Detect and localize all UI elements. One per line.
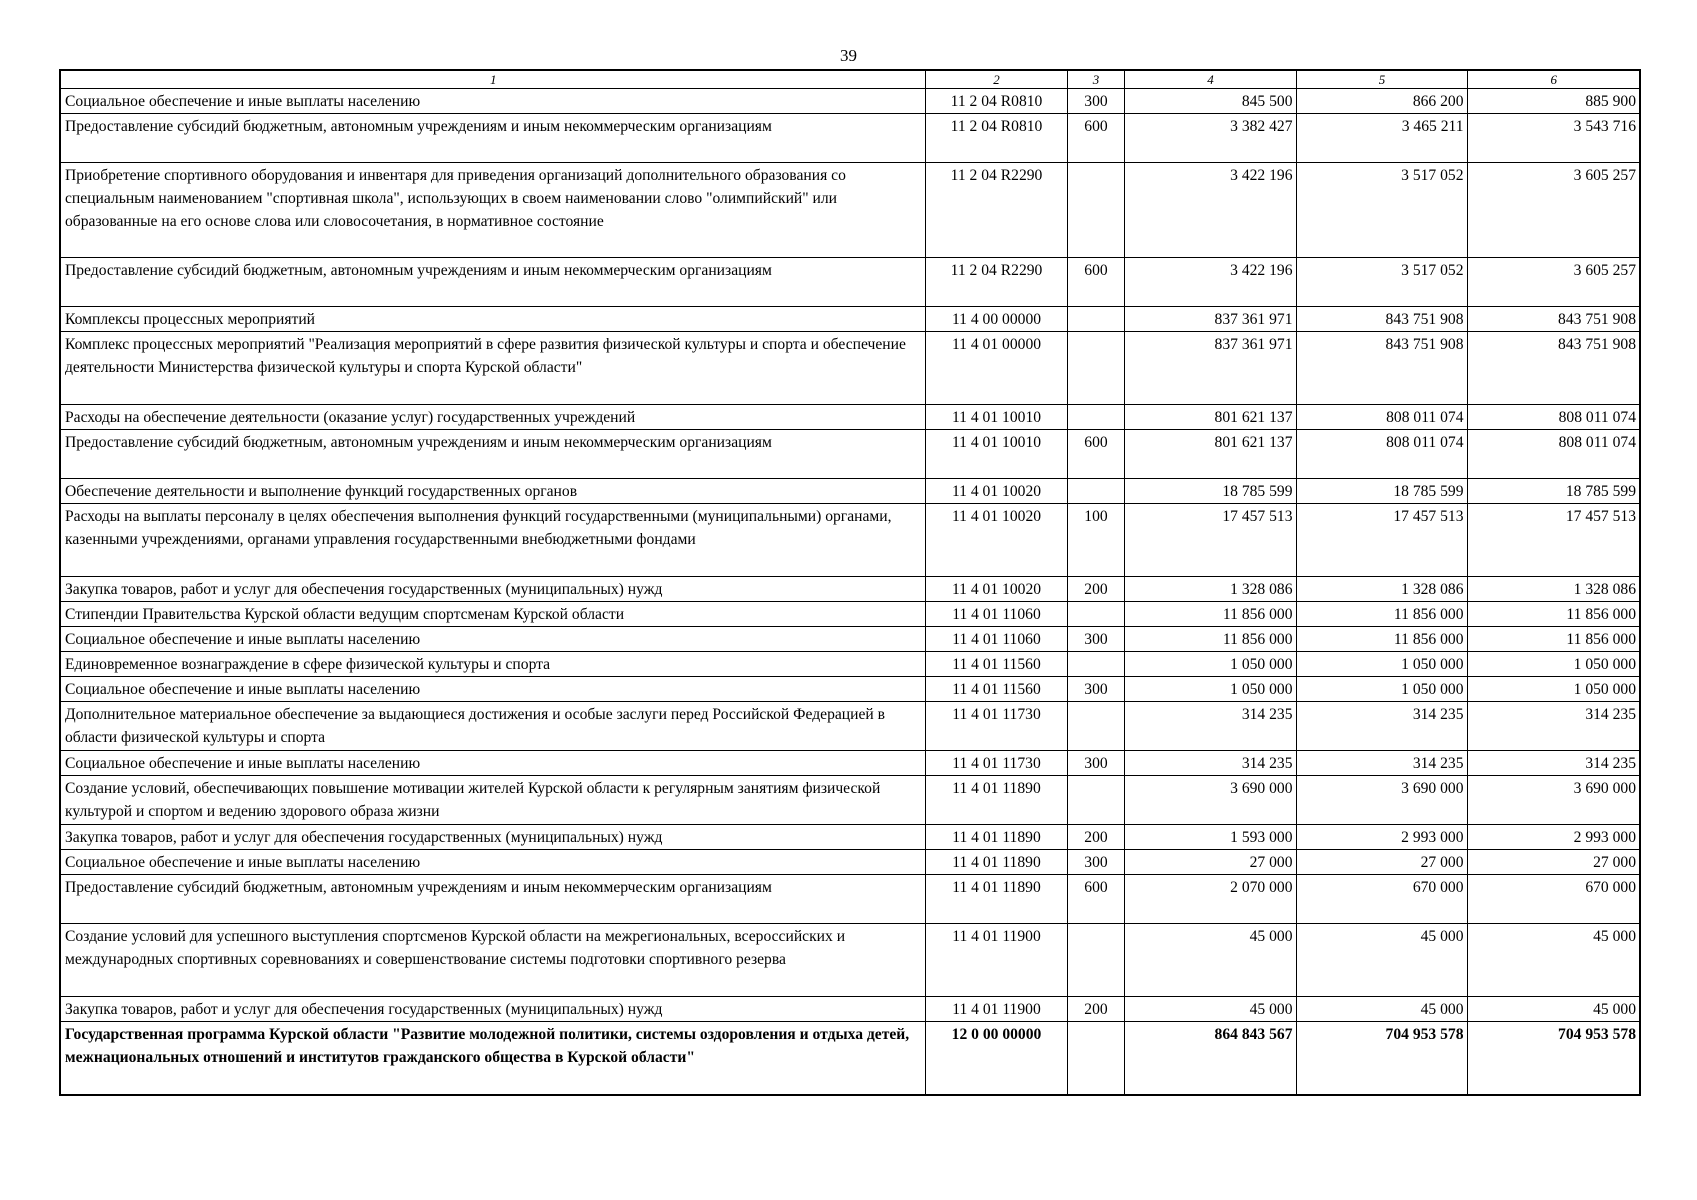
amount-year-2: 704 953 578 (1296, 1022, 1467, 1095)
amount-year-1: 1 050 000 (1124, 677, 1296, 702)
amount-year-2: 1 050 000 (1296, 652, 1467, 677)
amount-year-2: 314 235 (1296, 702, 1467, 751)
amount-year-1: 845 500 (1124, 89, 1296, 114)
amount-year-1: 1 328 086 (1124, 577, 1296, 602)
item-name: Приобретение спортивного оборудования и инвентаря для приведения организаций дополнительного образования со специальным наименованием "спортивная школа", использующих в своем наименовании слово "олимпийский" или образованные на его основе слова или словосочетания, в нормативное состояние (60, 163, 925, 258)
amount-year-2: 314 235 (1296, 751, 1467, 776)
column-header: 3 (1067, 70, 1124, 89)
amount-year-3: 704 953 578 (1467, 1022, 1640, 1095)
amount-year-2: 843 751 908 (1296, 332, 1467, 405)
target-article-code: 11 4 01 10020 (925, 504, 1067, 577)
amount-year-2: 808 011 074 (1296, 405, 1467, 430)
amount-year-2: 45 000 (1296, 924, 1467, 997)
target-article-code: 11 4 01 10020 (925, 577, 1067, 602)
expense-type-code (1067, 307, 1124, 332)
table-row (60, 751, 1640, 776)
target-article-code: 11 4 01 11890 (925, 776, 1067, 825)
item-name: Социальное обеспечение и иные выплаты населению (60, 850, 925, 875)
target-article-code: 11 2 04 R2290 (925, 163, 1067, 258)
table-row (60, 924, 1640, 997)
expense-type-code (1067, 332, 1124, 405)
target-article-code: 11 4 01 11060 (925, 602, 1067, 627)
amount-year-3: 45 000 (1467, 924, 1640, 997)
target-article-code: 11 4 01 11560 (925, 677, 1067, 702)
item-name: Создание условий для успешного выступления спортсменов Курской области на межрегиональных, всероссийских и международных спортивных соревнованиях и совершенствование системы подготовки спортивного резерва (60, 924, 925, 997)
amount-year-1: 2 070 000 (1124, 875, 1296, 924)
item-name: Обеспечение деятельности и выполнение функций государственных органов (60, 479, 925, 504)
budget-table (59, 69, 1641, 1096)
target-article-code: 11 4 01 11560 (925, 652, 1067, 677)
target-article-code: 11 4 01 11730 (925, 702, 1067, 751)
amount-year-1: 314 235 (1124, 702, 1296, 751)
amount-year-2: 1 328 086 (1296, 577, 1467, 602)
table-row (60, 677, 1640, 702)
table-row (60, 652, 1640, 677)
item-name: Дополнительное материальное обеспечение за выдающиеся достижения и особые заслуги перед Российской Федерацией в области физической культуры и спорта (60, 702, 925, 751)
amount-year-1: 3 690 000 (1124, 776, 1296, 825)
item-name: Закупка товаров, работ и услуг для обеспечения государственных (муниципальных) нужд (60, 577, 925, 602)
amount-year-3: 18 785 599 (1467, 479, 1640, 504)
target-article-code: 11 4 01 10020 (925, 479, 1067, 504)
table-row (60, 307, 1640, 332)
item-name: Социальное обеспечение и иные выплаты населению (60, 627, 925, 652)
expense-type-code: 300 (1067, 627, 1124, 652)
table-row (60, 875, 1640, 924)
table-row (60, 702, 1640, 751)
item-name: Предоставление субсидий бюджетным, автономным учреждениям и иным некоммерческим организациям (60, 875, 925, 924)
amount-year-2: 670 000 (1296, 875, 1467, 924)
target-article-code: 11 4 01 00000 (925, 332, 1067, 405)
amount-year-2: 45 000 (1296, 997, 1467, 1022)
item-name: Закупка товаров, работ и услуг для обеспечения государственных (муниципальных) нужд (60, 997, 925, 1022)
amount-year-3: 11 856 000 (1467, 627, 1640, 652)
table-row (60, 1022, 1640, 1095)
expense-type-code: 200 (1067, 997, 1124, 1022)
table-row (60, 114, 1640, 163)
target-article-code: 11 2 04 R0810 (925, 114, 1067, 163)
amount-year-2: 1 050 000 (1296, 677, 1467, 702)
item-name: Предоставление субсидий бюджетным, автономным учреждениям и иным некоммерческим организациям (60, 258, 925, 307)
amount-year-1: 45 000 (1124, 924, 1296, 997)
item-name: Стипендии Правительства Курской области ведущим спортсменам Курской области (60, 602, 925, 627)
table-row (60, 825, 1640, 850)
item-name: Предоставление субсидий бюджетным, автономным учреждениям и иным некоммерческим организациям (60, 430, 925, 479)
item-name: Предоставление субсидий бюджетным, автономным учреждениям и иным некоммерческим организациям (60, 114, 925, 163)
amount-year-3: 1 050 000 (1467, 652, 1640, 677)
amount-year-1: 11 856 000 (1124, 627, 1296, 652)
expense-type-code: 600 (1067, 430, 1124, 479)
amount-year-2: 11 856 000 (1296, 627, 1467, 652)
expense-type-code (1067, 1022, 1124, 1095)
amount-year-3: 11 856 000 (1467, 602, 1640, 627)
expense-type-code: 300 (1067, 89, 1124, 114)
expense-type-code: 200 (1067, 825, 1124, 850)
amount-year-3: 843 751 908 (1467, 332, 1640, 405)
amount-year-2: 3 465 211 (1296, 114, 1467, 163)
amount-year-2: 3 517 052 (1296, 258, 1467, 307)
amount-year-1: 11 856 000 (1124, 602, 1296, 627)
amount-year-3: 670 000 (1467, 875, 1640, 924)
amount-year-3: 27 000 (1467, 850, 1640, 875)
amount-year-1: 314 235 (1124, 751, 1296, 776)
target-article-code: 11 4 01 11730 (925, 751, 1067, 776)
table-row (60, 479, 1640, 504)
column-header: 2 (925, 70, 1067, 89)
amount-year-1: 837 361 971 (1124, 307, 1296, 332)
target-article-code: 11 2 04 R0810 (925, 89, 1067, 114)
item-name: Расходы на обеспечение деятельности (оказание услуг) государственных учреждений (60, 405, 925, 430)
column-number-row (60, 70, 1640, 89)
amount-year-2: 17 457 513 (1296, 504, 1467, 577)
amount-year-1: 801 621 137 (1124, 405, 1296, 430)
amount-year-3: 17 457 513 (1467, 504, 1640, 577)
expense-type-code (1067, 479, 1124, 504)
target-article-code: 11 4 01 11890 (925, 825, 1067, 850)
expense-type-code: 200 (1067, 577, 1124, 602)
table-row (60, 258, 1640, 307)
amount-year-2: 2 993 000 (1296, 825, 1467, 850)
item-name: Социальное обеспечение и иные выплаты населению (60, 677, 925, 702)
amount-year-2: 808 011 074 (1296, 430, 1467, 479)
expense-type-code (1067, 602, 1124, 627)
column-header: 1 (60, 70, 925, 89)
target-article-code: 11 4 01 10010 (925, 405, 1067, 430)
table-row (60, 405, 1640, 430)
amount-year-2: 3 690 000 (1296, 776, 1467, 825)
amount-year-3: 808 011 074 (1467, 430, 1640, 479)
amount-year-3: 2 993 000 (1467, 825, 1640, 850)
item-name: Закупка товаров, работ и услуг для обеспечения государственных (муниципальных) нужд (60, 825, 925, 850)
expense-type-code: 300 (1067, 850, 1124, 875)
target-article-code: 11 4 01 10010 (925, 430, 1067, 479)
table-row (60, 504, 1640, 577)
amount-year-1: 3 422 196 (1124, 258, 1296, 307)
target-article-code: 11 4 00 00000 (925, 307, 1067, 332)
expense-type-code: 300 (1067, 677, 1124, 702)
table-body (60, 89, 1640, 1095)
amount-year-3: 3 543 716 (1467, 114, 1640, 163)
item-name: Комплекс процессных мероприятий "Реализация мероприятий в сфере развития физической культуры и спорта и обеспечение деятельности Министерства физической культуры и спорта Курской области" (60, 332, 925, 405)
amount-year-2: 3 517 052 (1296, 163, 1467, 258)
target-article-code: 11 4 01 11060 (925, 627, 1067, 652)
table-row (60, 850, 1640, 875)
amount-year-1: 801 621 137 (1124, 430, 1296, 479)
expense-type-code (1067, 702, 1124, 751)
amount-year-3: 1 050 000 (1467, 677, 1640, 702)
item-name: Комплексы процессных мероприятий (60, 307, 925, 332)
amount-year-1: 1 593 000 (1124, 825, 1296, 850)
expense-type-code: 100 (1067, 504, 1124, 577)
expense-type-code: 600 (1067, 875, 1124, 924)
table-row (60, 997, 1640, 1022)
amount-year-3: 314 235 (1467, 751, 1640, 776)
amount-year-1: 3 382 427 (1124, 114, 1296, 163)
expense-type-code: 600 (1067, 258, 1124, 307)
table-row (60, 89, 1640, 114)
amount-year-2: 866 200 (1296, 89, 1467, 114)
target-article-code: 11 4 01 11890 (925, 850, 1067, 875)
amount-year-3: 843 751 908 (1467, 307, 1640, 332)
expense-type-code (1067, 405, 1124, 430)
page-number: 39 (840, 46, 857, 65)
amount-year-2: 18 785 599 (1296, 479, 1467, 504)
amount-year-1: 864 843 567 (1124, 1022, 1296, 1095)
item-name: Социальное обеспечение и иные выплаты населению (60, 89, 925, 114)
table-row (60, 577, 1640, 602)
item-name: Расходы на выплаты персоналу в целях обеспечения выполнения функций государственными (муниципальными) органами, казенными учреждениями, органами управления государственными внебюджетными фондами (60, 504, 925, 577)
amount-year-1: 18 785 599 (1124, 479, 1296, 504)
item-name: Единовременное вознаграждение в сфере физической культуры и спорта (60, 652, 925, 677)
target-article-code: 11 4 01 11890 (925, 875, 1067, 924)
table-row (60, 163, 1640, 258)
item-name: Создание условий, обеспечивающих повышение мотивации жителей Курской области к регулярным занятиям физической культурой и спортом и ведению здорового образа жизни (60, 776, 925, 825)
amount-year-2: 11 856 000 (1296, 602, 1467, 627)
amount-year-3: 3 690 000 (1467, 776, 1640, 825)
column-header: 5 (1296, 70, 1467, 89)
amount-year-3: 885 900 (1467, 89, 1640, 114)
amount-year-2: 843 751 908 (1296, 307, 1467, 332)
expense-type-code (1067, 924, 1124, 997)
expense-type-code: 300 (1067, 751, 1124, 776)
amount-year-3: 3 605 257 (1467, 163, 1640, 258)
column-header: 6 (1467, 70, 1640, 89)
amount-year-2: 27 000 (1296, 850, 1467, 875)
amount-year-1: 1 050 000 (1124, 652, 1296, 677)
target-article-code: 11 4 01 11900 (925, 924, 1067, 997)
amount-year-3: 1 328 086 (1467, 577, 1640, 602)
expense-type-code (1067, 163, 1124, 258)
amount-year-3: 314 235 (1467, 702, 1640, 751)
amount-year-1: 17 457 513 (1124, 504, 1296, 577)
table-row (60, 776, 1640, 825)
expense-type-code (1067, 652, 1124, 677)
amount-year-1: 45 000 (1124, 997, 1296, 1022)
amount-year-1: 3 422 196 (1124, 163, 1296, 258)
expense-type-code (1067, 776, 1124, 825)
expense-type-code: 600 (1067, 114, 1124, 163)
amount-year-3: 808 011 074 (1467, 405, 1640, 430)
amount-year-1: 837 361 971 (1124, 332, 1296, 405)
table-row (60, 430, 1640, 479)
amount-year-3: 3 605 257 (1467, 258, 1640, 307)
item-name: Социальное обеспечение и иные выплаты населению (60, 751, 925, 776)
item-name: Государственная программа Курской области "Развитие молодежной политики, системы оздоровления и отдыха детей, межнациональных отношений и институтов гражданского общества в Курской области" (60, 1022, 925, 1095)
target-article-code: 12 0 00 00000 (925, 1022, 1067, 1095)
amount-year-1: 27 000 (1124, 850, 1296, 875)
table-row (60, 602, 1640, 627)
target-article-code: 11 2 04 R2290 (925, 258, 1067, 307)
table-row (60, 332, 1640, 405)
column-header: 4 (1124, 70, 1296, 89)
amount-year-3: 45 000 (1467, 997, 1640, 1022)
target-article-code: 11 4 01 11900 (925, 997, 1067, 1022)
table-row (60, 627, 1640, 652)
